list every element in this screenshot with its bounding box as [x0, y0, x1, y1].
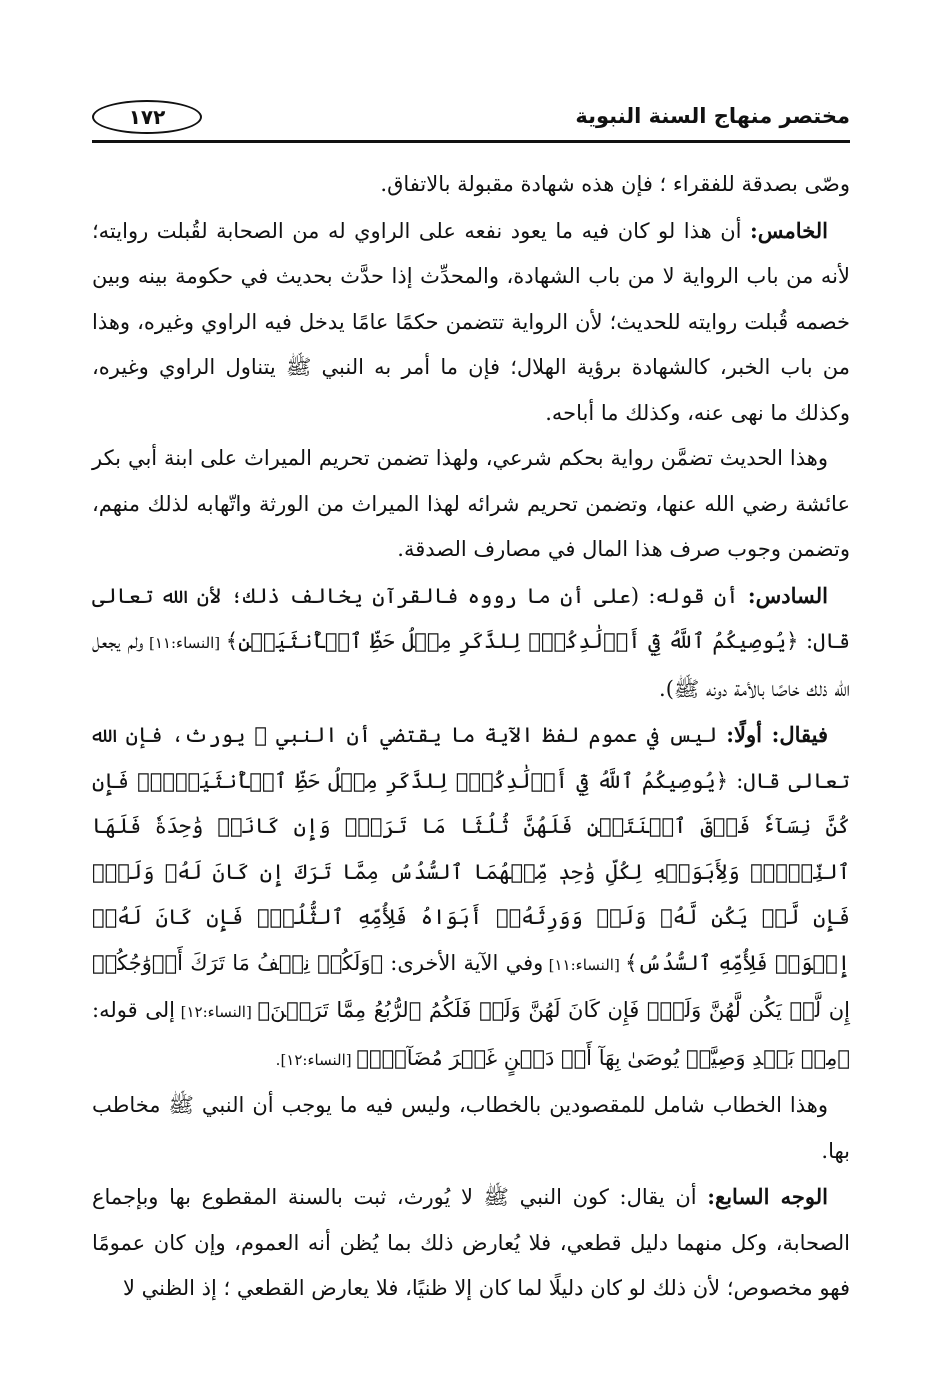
quran-verse: ﴿مِنۢ بَعۡدِ وَصِيَّةٖ يُوصَىٰ بِهَآ أَوۡ دَيۡنٍ غَيۡرَ مُضَآرّٖ﴾ [356, 1045, 850, 1070]
book-title: مختصر منهاج السنة النبوية [575, 104, 850, 128]
quran-verse: ﴿وَلَكُمۡ نِصۡفُ مَا تَرَكَ أَزۡوَٰجُكُمۡ إِن لَّمۡ يَكُن لَّهُنَّ وَلَدٞۚ فَإِن كَانَ لَهُنَّ وَلَدٞ فَلَكُمُ ٱلرُّبُعُ مِمَّا تَرَكۡنَ﴾ [92, 950, 851, 1022]
page-number-badge [92, 100, 202, 134]
paragraph-text: أن قوله: (على أن ما رووه فالقرآن يخالف ذلك؛ لأن الله تعالى قال: [92, 583, 850, 653]
body-text [92, 162, 850, 1312]
paragraph-text: وفي الآية الأخرى: [383, 950, 544, 975]
paragraph-text: ليس في عموم لفظ الآية ما يقتضي أن النبي ﷺ يورث، فإن الله تعالى قال: [92, 723, 850, 793]
paragraph [92, 573, 850, 713]
quran-verse: ﴿يُوصِيكُمُ ٱللَّهُ فِيٓ أَوۡلَٰدِكُمۡۖ لِلذَّكَرِ مِثۡلُ حَظِّ ٱلۡأُنثَيَيۡنِۚ فَإِن كُنَّ نِسَآءٗ فَوۡقَ ٱثۡنَتَيۡنِ فَلَهُنَّ ثُلُثَا مَا تَرَكَۖ وَإِن كَانَتۡ وَٰحِدَةٗ فَلَهَا ٱلنِّصۡفُۚ وَلِأَبَوَيۡهِ لِكُلِّ وَٰحِدٖ مِّنۡهُمَا ٱلسُّدُسُ مِمَّا تَرَكَ إِن كَانَ لَهُۥ وَلَدٞۚ فَإِن لَّمۡ يَكُن لَّهُۥ وَلَدٞ وَوَرِثَهُۥٓ أَبَوَاهُ فَلِأُمِّهِ ٱلثُّلُثُۚ فَإِن كَانَ لَهُۥٓ إِخۡوَةٞ فَلِأُمِّهِ ٱلسُّدُسُ﴾ [92, 768, 850, 975]
paragraph-label: فيقال: أولًا: [726, 722, 829, 747]
running-header [92, 100, 850, 140]
paragraph [92, 162, 850, 208]
quran-verse: ﴿يُوصِيكُمُ ٱللَّهُ فِيٓ أَوۡلَٰدِكُمۡۖ لِلذَّكَرِ مِثۡلُ حَظِّ ٱلۡأُنثَيَيۡنِ﴾ [225, 629, 799, 653]
paragraph-text: أن يقال: كون النبي ﷺ لا يُورث، ثبت بالسنة المقطوع بها وبإجماع الصحابة، وكل منهما دليل قطعي، فلا يُعارض ذلك بما يُظن أنه العموم، وإن كان عمومًا فهو مخصوص؛ لأن ذلك لو كان دليلًا لما كان إلا ظنيًا، فلا يعارض القطعي ؛ إذ الظني لا [92, 1185, 850, 1300]
verse-reference: [النساء:١١] [543, 955, 626, 974]
header-divider [92, 140, 850, 143]
paragraph [92, 208, 850, 437]
paragraph-text: وصّى بصدقة للفقراء ؛ فإن هذه شهادة مقبولة بالاتفاق. [380, 172, 850, 196]
paragraph-text: أن هذا لو كان فيه ما يعود نفعه على الراوي له من الصحابة لقُبلت روايته؛ لأنه من باب الرواية لا من باب الشهادة، والمحدِّث إذا حدَّث بحديث في حكومة بينه وبين خصمه قُبلت روايته للحديث؛ لأن الرواية تتضمن حكمًا عامًا يدخل فيه الراوي وغيره، وهذا من باب الخبر، كالشهادة برؤية الهلال؛ فإن ما أمر به النبي ﷺ يتناول الراوي وغيره، وكذلك ما نهى عنه، وكذلك ما أباحه. [92, 218, 850, 425]
paragraph [92, 1083, 850, 1174]
paragraph-label: الخامس: [750, 217, 828, 243]
verse-reference: [النساء:١٢]. [275, 1050, 357, 1069]
paragraph-text: إلى قوله: [92, 998, 175, 1022]
page-number: ١٧٢ [128, 105, 166, 129]
paragraph-text: وهذا الخطاب شامل للمقصودين بالخطاب، وليس فيه ما يوجب أن النبي ﷺ مخاطب بها. [92, 1093, 850, 1163]
paragraph [92, 712, 850, 1083]
paragraph-text: ولم يجعل الله ذلك خاصًا بالأمة دونه ﷺ). [92, 629, 850, 701]
paragraph [92, 436, 850, 573]
paragraph-label: السادس: [747, 582, 828, 608]
verse-reference: [النساء:١٢] [174, 1003, 258, 1021]
paragraph-label: الوجه السابع: [707, 1184, 828, 1209]
verse-reference: [النساء:١١] [143, 634, 226, 652]
paragraph-text: وهذا الحديث تضمَّن رواية بحكم شرعي، ولهذا تضمن تحريم الميراث على ابنة أبي بكر عائشة رضي الله عنها، وتضمن تحريم شرائه لهذا الميراث من الورثة واتّهابه لذلك منهم، وتضمن وجوب صرف هذا المال في مصارف الصدقة. [92, 446, 850, 561]
paragraph [92, 1174, 850, 1312]
